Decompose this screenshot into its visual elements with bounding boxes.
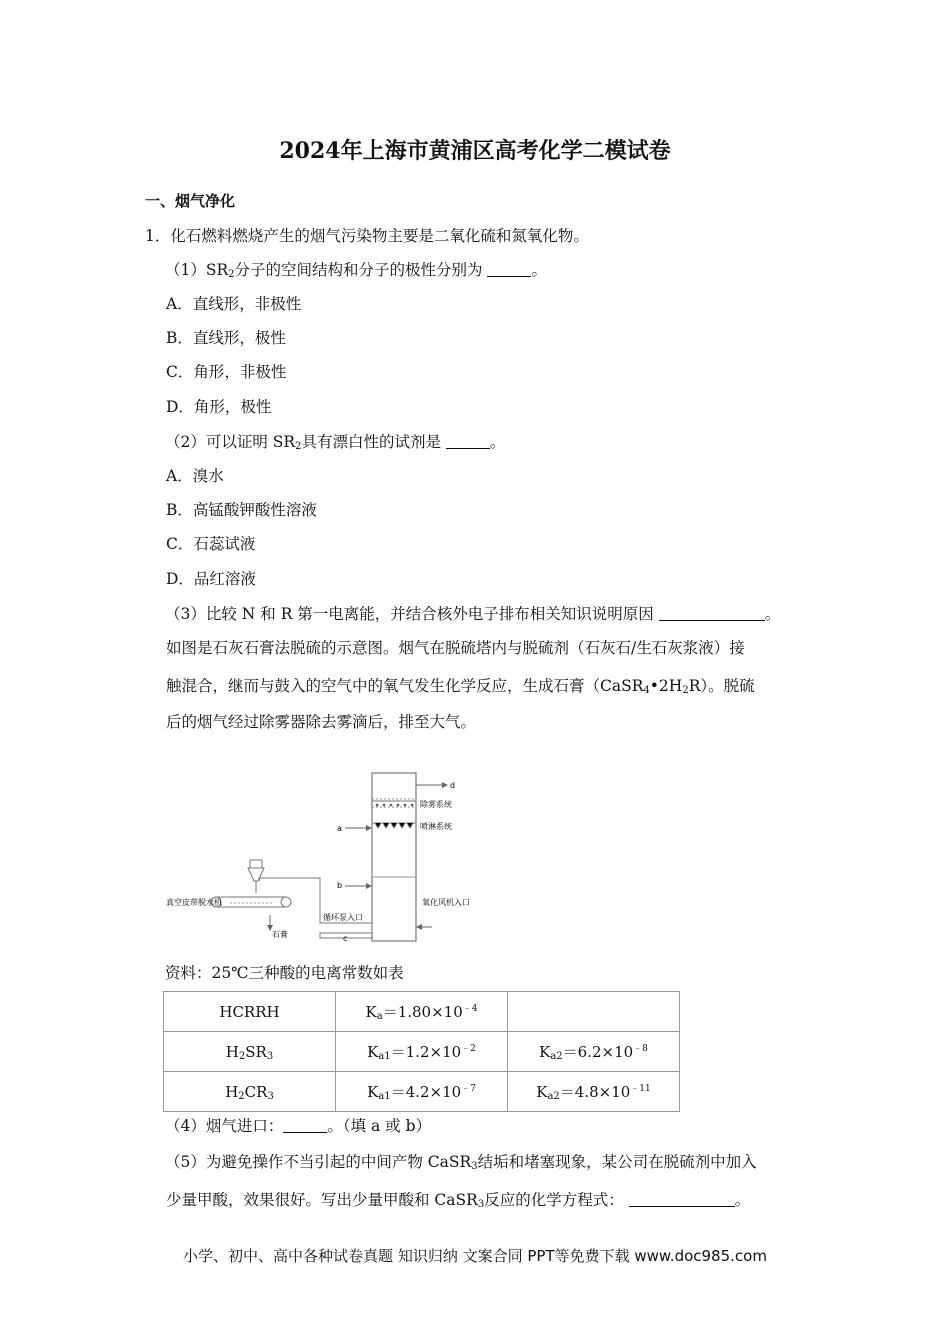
section-heading: 一、烟气净化: [145, 192, 236, 210]
sub-question-2: （2）可以证明 $SR_2$具有漂白性的试剂是 。: [165, 433, 506, 452]
label-b: b: [337, 881, 343, 890]
paragraph-line: 少量甲酸，效果很好。写出少量甲酸和 CaSR$_3$反应的化学方程式： 。: [166, 1191, 751, 1210]
footer-text: 小学、初中、高中各种试卷真题 知识归纳 文案合同 PPT等免费下载 www.doc985.com: [183, 1247, 767, 1265]
cyclone-top: [250, 860, 262, 868]
table-cell: $K_a=1.80\times 10^{﹣4}$: [336, 992, 508, 1032]
table-row: [164, 1072, 680, 1112]
option-2c: C．石蕊试液: [166, 535, 256, 553]
table-row: [164, 1032, 680, 1072]
ionization-constant-table: [163, 991, 680, 1112]
option-2b: B．高锰酸钾酸性溶液: [166, 501, 317, 519]
paragraph-line: 后的烟气经过除雾器除去雾滴后，排至大气。: [166, 713, 477, 731]
question-stem: 1．化石燃料燃烧产生的烟气污染物主要是二氧化硫和氮氧化物。: [145, 227, 589, 245]
table-cell: $H_2CR_3$: [164, 1072, 336, 1112]
table-cell: $K_{a2}=4.8\times 10^{﹣11}$: [508, 1072, 680, 1112]
table-cell: $H_2SR_3$: [164, 1032, 336, 1072]
answer-blank: [446, 434, 490, 449]
label-oxidation-inlet: 氧化风机入口: [422, 898, 470, 907]
sub-question-3: （3）比较 N 和 R 第一电离能，并结合核外电子排布相关知识说明原因 。: [165, 605, 781, 623]
option-1d: D．角形，极性: [166, 398, 272, 416]
sub-question-1: $(1)SR_2$分子的空间结构和分子的极性分别为 。: [165, 261, 547, 280]
table-cell: [508, 992, 680, 1032]
label-spray: 喷淋系统: [420, 822, 452, 831]
answer-blank: [487, 262, 531, 277]
table-cell: HCRRH: [164, 992, 336, 1032]
answer-blank: [629, 1192, 735, 1207]
paragraph-line: 如图是石灰石膏法脱硫的示意图。烟气在脱硫塔内与脱硫剂（石灰石/生石灰浆液）接: [166, 639, 745, 657]
sub-question-5: （5）为避免操作不当引起的中间产物 CaSR$_3$结垢和堵塞现象，某公司在脱硫剂中加入: [165, 1153, 757, 1172]
option-2a: A．溴水: [166, 467, 224, 485]
label-d: d: [450, 781, 456, 790]
option-1c: C．角形，非极性: [166, 363, 287, 381]
table-cell: $K_{a1}=1.2\times 10^{﹣2}$: [336, 1032, 508, 1072]
label-belt-filter: 真空皮带脱水机: [166, 898, 222, 907]
page-title: 2024年上海市黄浦区高考化学二模试卷: [279, 138, 671, 164]
option-2d: D．品红溶液: [166, 570, 256, 588]
option-1a: A．直线形，非极性: [166, 295, 302, 313]
tower-body: [372, 773, 416, 941]
option-1b: B．直线形，极性: [166, 329, 286, 347]
table-cell: $K_{a1}=4.2\times 10^{﹣7}$: [336, 1072, 508, 1112]
paragraph-line: 触混合，继而与鼓入的空气中的氧气发生化学反应，生成石膏$(CaSR_4•2H_2R)$。脱硫: [166, 677, 755, 696]
desulfurization-diagram: [160, 765, 490, 950]
data-note: 资料：25℃三种酸的电离常数如表: [165, 964, 404, 982]
table-row: [164, 992, 680, 1032]
sub-question-4: （4）烟气进口： 。（填 a 或 b）: [165, 1117, 432, 1135]
table-cell: $K_{a2}=6.2\times 10^{﹣8}$: [508, 1032, 680, 1072]
label-c: c: [343, 934, 348, 943]
label-demist: 除雾系统: [420, 800, 452, 809]
label-gypsum: 石膏: [272, 930, 288, 939]
label-pump: 循环泵入口: [323, 913, 363, 922]
answer-blank: [659, 606, 765, 621]
belt-roller-right: [281, 897, 291, 907]
answer-blank: [283, 1118, 327, 1133]
label-a: a: [337, 824, 342, 833]
